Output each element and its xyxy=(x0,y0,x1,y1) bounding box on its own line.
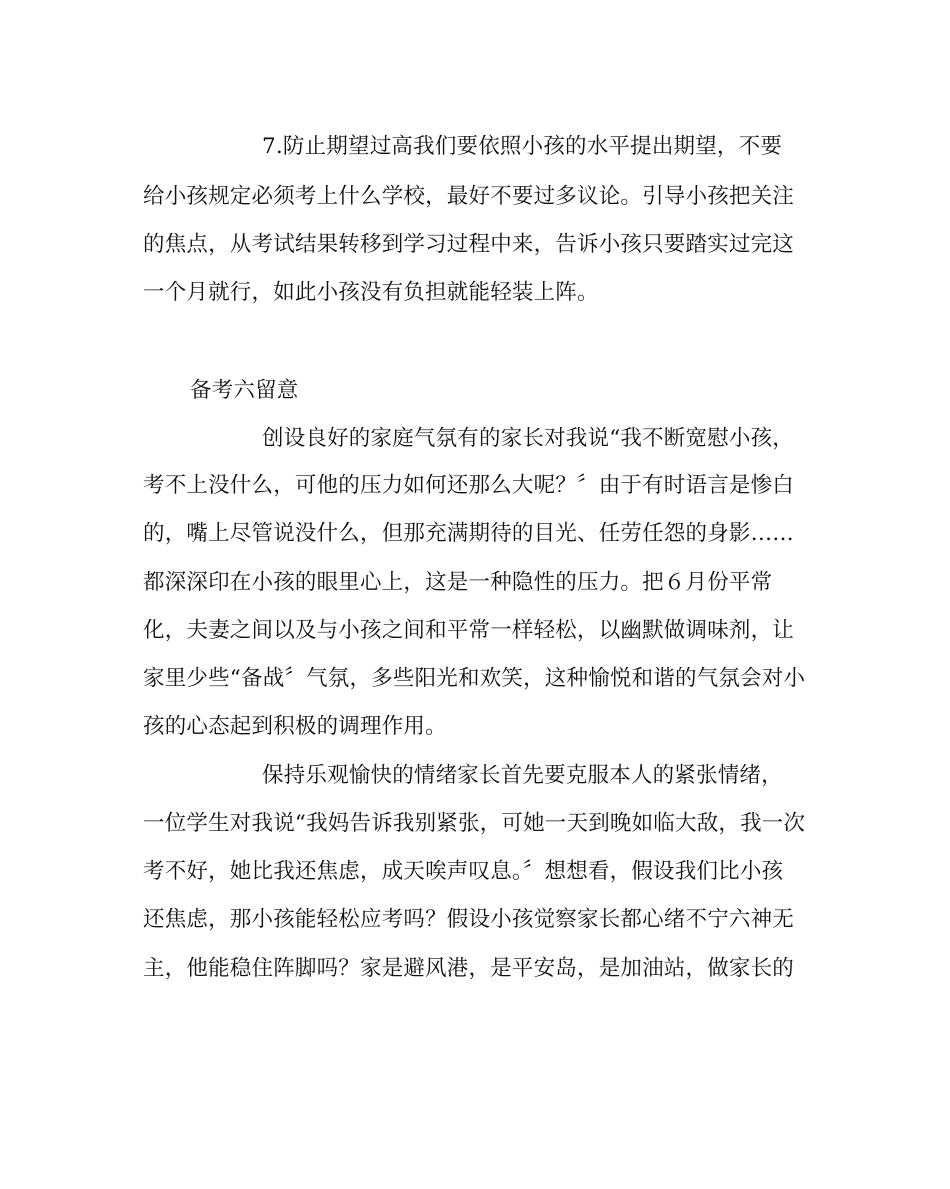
paragraph2-line-2: 一位学生对我说“我妈告诉我别紧张，可她一天到晚如临大敌，我一次 xyxy=(143,811,806,836)
section1-line-2: 给小孩规定必须考上什么学校，最好不要过多议论。引导小孩把关注 xyxy=(143,184,795,209)
paragraph1-line-1: 创设良好的家庭气氛有的家长对我说“我不断宽慰小孩， xyxy=(262,426,794,451)
paragraph1-line-5: 化，夫妻之间以及与小孩之间和平常一样轻松，以幽默做调味剂，让 xyxy=(143,618,795,643)
paragraph2-line-3: 考不好，她比我还焦虑，成天唉声叹息。〞想想看，假设我们比小孩 xyxy=(143,859,784,884)
paragraph2-line-5: 主，他能稳住阵脚吗？家是避风港，是平安岛，是加油站，做家长的 xyxy=(143,956,795,981)
section1-line-3: 的焦点，从考试结果转移到学习过程中来，告诉小孩只要踏实过完这 xyxy=(143,232,795,257)
paragraph2-line-4: 还焦虑，那小孩能轻松应考吗？假设小孩觉察家长都心绪不宁六神无 xyxy=(143,907,795,932)
section-heading: 备考六留意 xyxy=(190,378,299,403)
section1-line-1: 7.防止期望过高我们要依照小孩的水平提出期望，不要 xyxy=(262,134,783,159)
paragraph1-line-6: 家里少些“备战〞气氛，多些阳光和欢笑，这种愉悦和谐的气氛会对小 xyxy=(143,666,806,691)
paragraph1-line-4: 都深深印在小孩的眼里心上，这是一种隐性的压力。把６月份平常 xyxy=(143,570,773,595)
paragraph1-line-7: 孩的心态起到积极的调理作用。 xyxy=(143,714,447,739)
section1-line-4: 一个月就行，如此小孩没有负担就能轻装上阵。 xyxy=(143,280,599,305)
paragraph2-line-1: 保持乐观愉快的情绪家长首先要克服本人的紧张情绪， xyxy=(262,763,783,788)
paragraph1-line-2: 考不上没什么，可他的压力如何还那么大呢？〞由于有时语言是惨白 xyxy=(143,473,795,498)
paragraph1-line-3: 的，嘴上尽管说没什么，但那充满期待的目光、任劳任怨的身影…… xyxy=(143,521,795,546)
